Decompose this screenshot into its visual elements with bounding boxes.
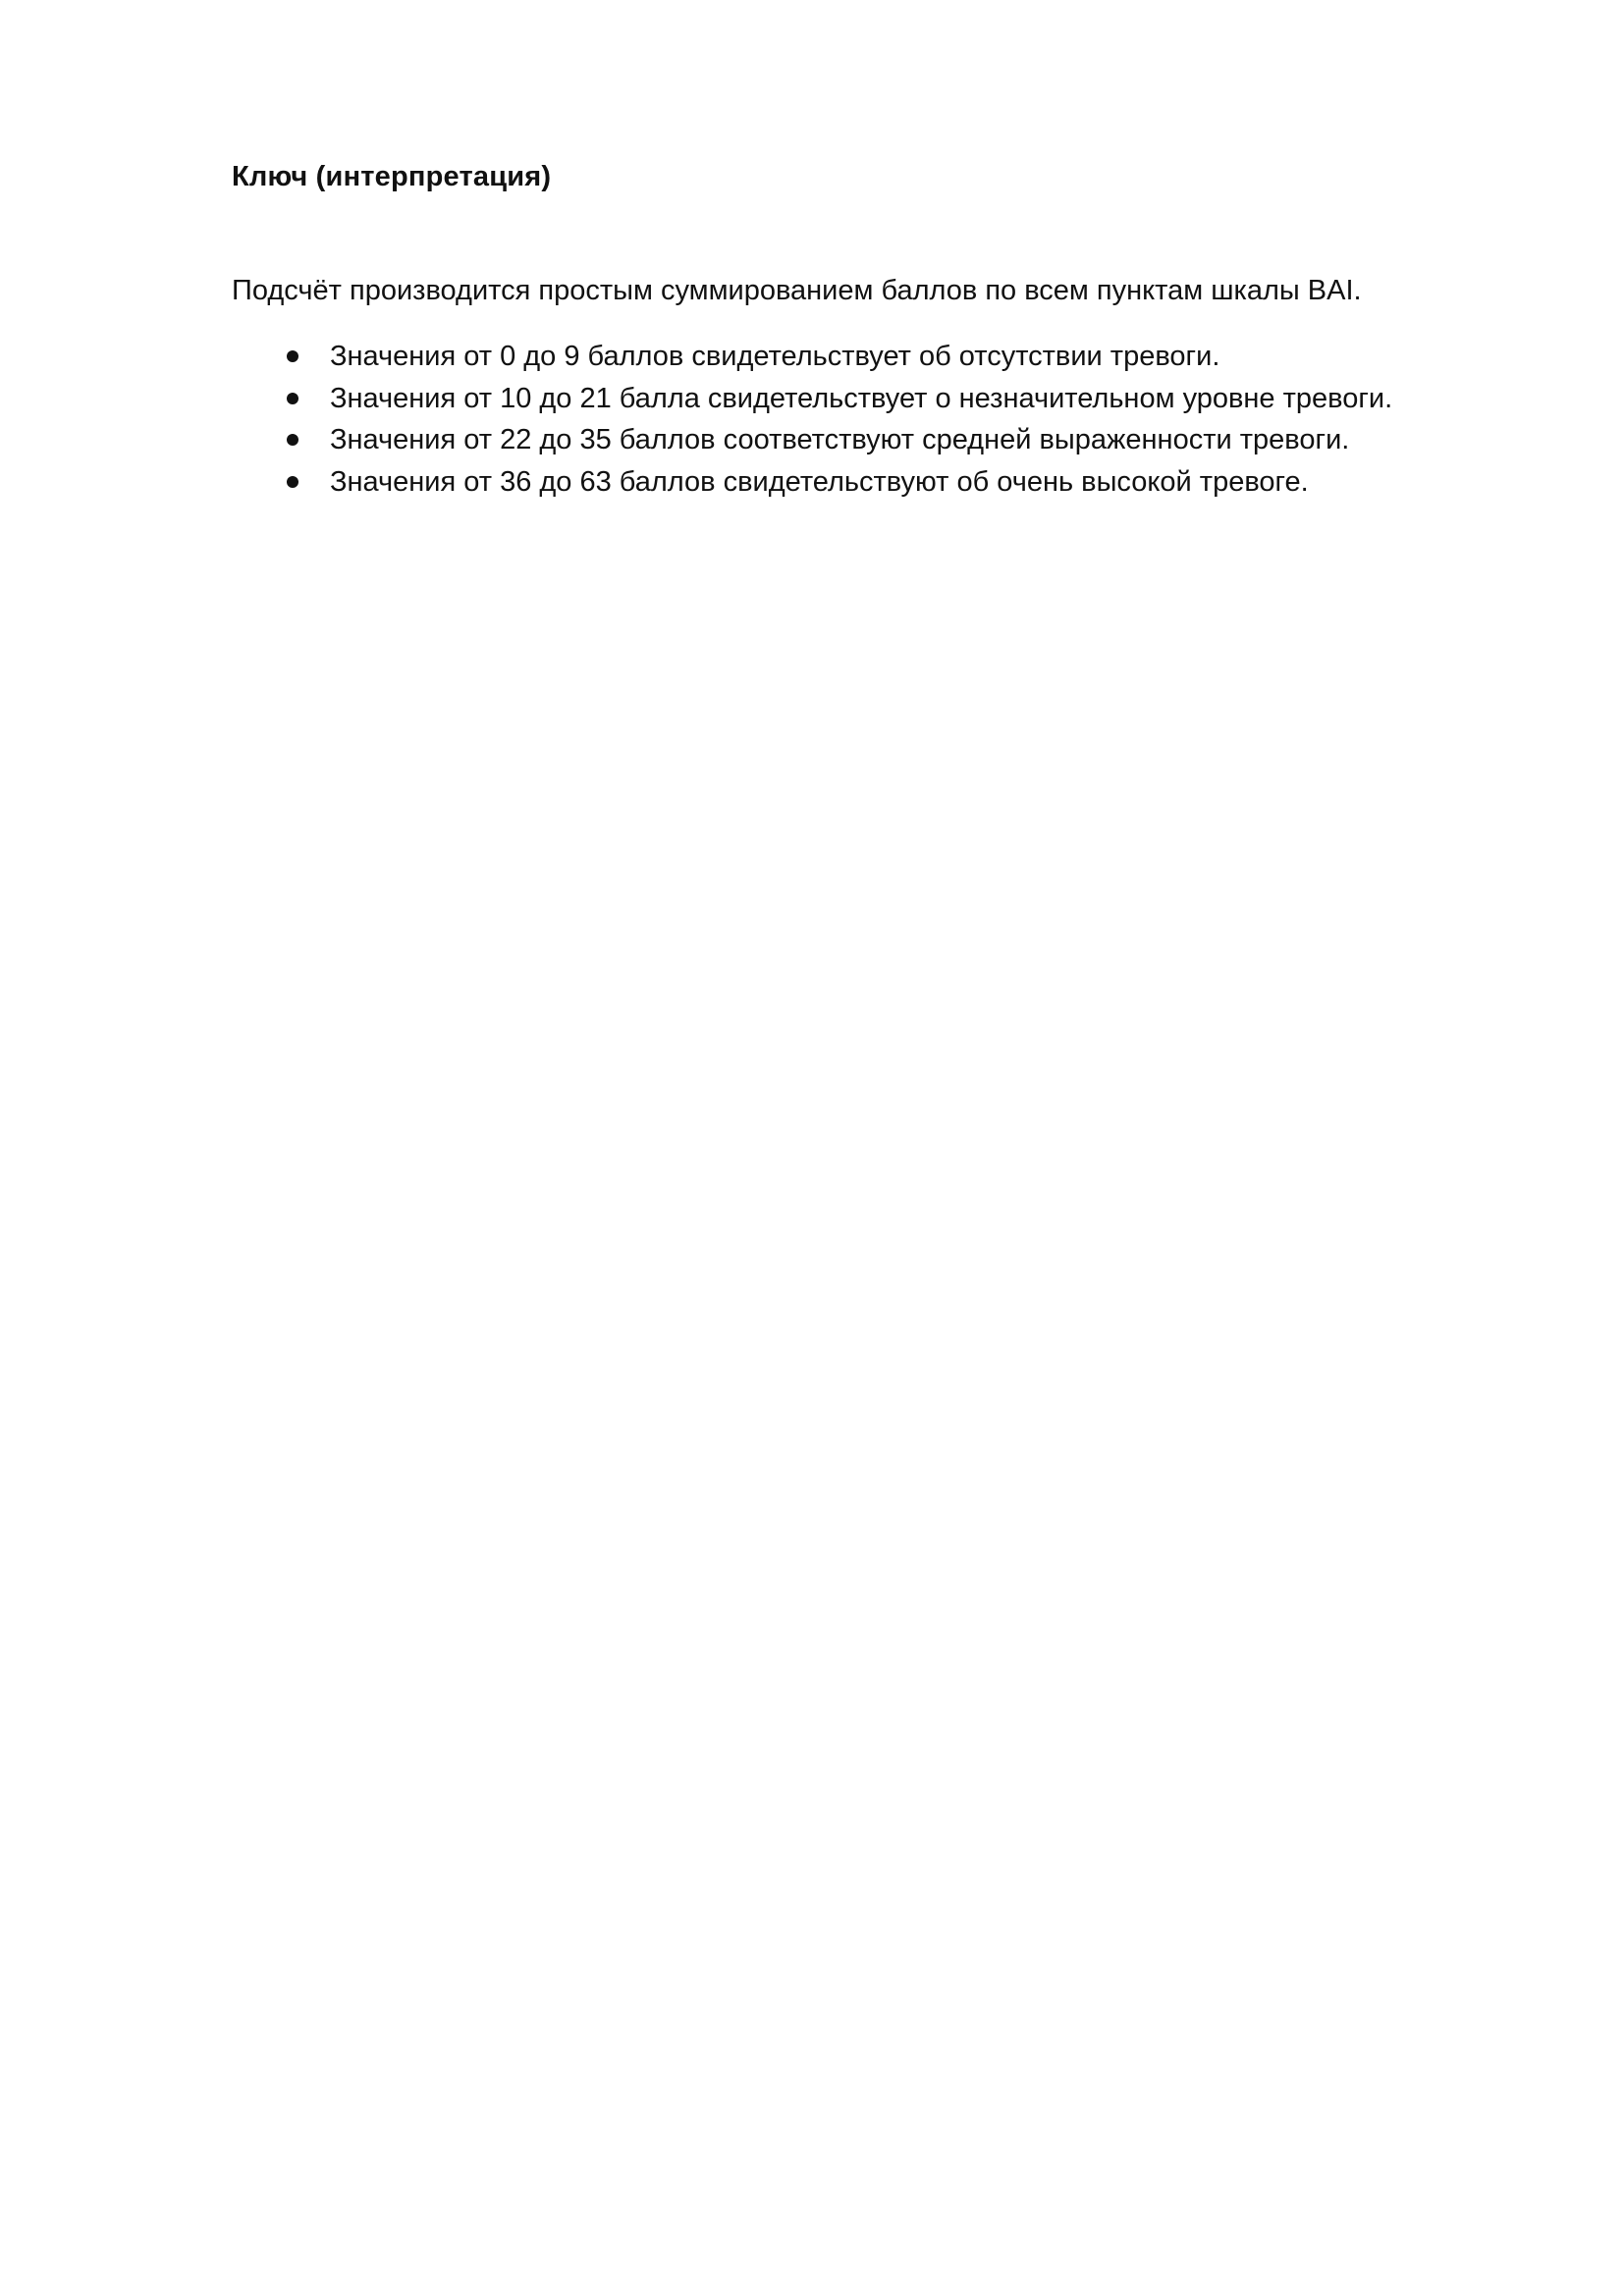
list-item-text: Значения от 10 до 21 балла свидетельствует о незначительном уровне тревоги.	[330, 382, 1393, 414]
bullet-icon	[287, 393, 298, 404]
list-item-text: Значения от 22 до 35 баллов соответствуют средней выраженности тревоги.	[330, 424, 1350, 455]
bullet-icon	[287, 476, 298, 488]
bullet-icon	[287, 434, 298, 446]
list-item	[232, 419, 1508, 461]
document-content	[232, 155, 1508, 503]
bullet-icon	[287, 350, 298, 362]
list-item-text: Значения от 0 до 9 баллов свидетельствует об отсутствии тревоги.	[330, 341, 1220, 372]
page-title: Ключ (интерпретация)	[232, 161, 552, 192]
intro-paragraph: Подсчёт производится простым суммированием баллов по всем пунктам шкалы BAI.	[232, 275, 1362, 306]
list-item	[232, 378, 1508, 420]
interpretation-list	[232, 336, 1508, 503]
list-item-text: Значения от 36 до 63 баллов свидетельствуют об очень высокой тревоге.	[330, 465, 1309, 498]
list-item	[232, 461, 1508, 504]
list-item	[232, 336, 1508, 378]
